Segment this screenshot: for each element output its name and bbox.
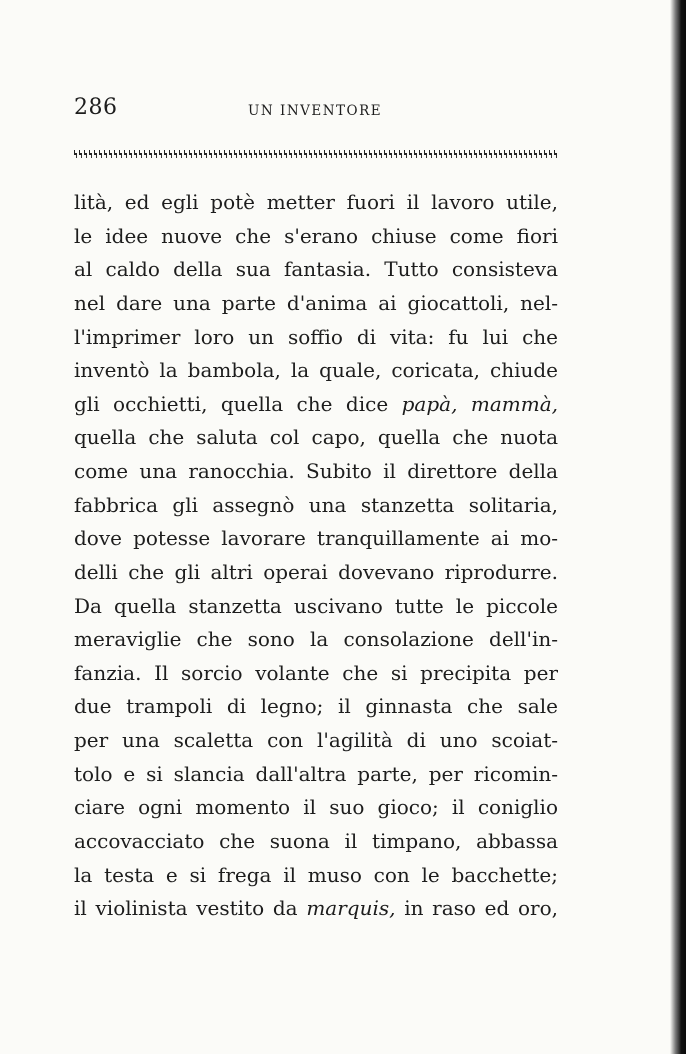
text-line: fanzia. Il sorcio volante che si precipita per xyxy=(74,660,558,685)
text-line: ciare ogni momento il suo gioco; il coniglio xyxy=(74,795,558,820)
italic-text: marquis, xyxy=(306,896,396,921)
text-line-mixed xyxy=(74,388,558,422)
running-title: UN INVENTORE xyxy=(248,103,383,119)
page-number: 286 xyxy=(74,95,118,120)
body-text xyxy=(74,186,558,926)
italic-text: papà, mammà, xyxy=(401,391,558,416)
text-line: l'imprimer loro un soffio di vita: fu lui che xyxy=(74,324,558,349)
text-line: come una ranocchia. Subito il direttore della xyxy=(74,459,558,483)
text-line: inventò la bambola, la quale, coricata, chiude xyxy=(74,358,558,383)
text-line: lità, ed egli potè metter fuori il lavoro utile, xyxy=(74,190,558,214)
text-line: dove potesse lavorare tranquillamente ai mo- xyxy=(74,526,558,551)
text-line: per una scaletta con l'agilità di uno scoiat- xyxy=(74,728,558,752)
text-line: le idee nuove che s'erano chiuse come fiori xyxy=(74,223,558,248)
text-line: Da quella stanzetta uscivano tutte le piccole xyxy=(74,593,558,618)
text-line: nel dare una parte d'anima ai giocattoli, nel- xyxy=(74,290,558,315)
text-line: fabbrica gli assegnò una stanzetta solitaria, xyxy=(74,492,558,517)
text-line: meraviglie che sono la consolazione dell'in- xyxy=(74,627,558,652)
page-edge-shadow xyxy=(670,0,686,1054)
text-segment: gli occhietti, quella che dice xyxy=(74,391,389,416)
text-segment: in raso ed oro, xyxy=(404,896,558,921)
text-line-mixed xyxy=(74,892,558,926)
text-line: delli che gli altri operai dovevano riprodurre. xyxy=(74,559,558,584)
text-line: quella che saluta col capo, quella che nuota xyxy=(74,425,558,450)
page-header xyxy=(74,95,558,125)
text-line: al caldo della sua fantasia. Tutto consisteva xyxy=(74,257,558,282)
text-line: due trampoli di legno; il ginnasta che sale xyxy=(74,694,558,719)
text-segment: il violinista vestito da xyxy=(74,896,298,921)
text-line: tolo e si slancia dall'altra parte, per ricomin- xyxy=(74,761,558,786)
text-line: la testa e si frega il muso con le bacchette; xyxy=(74,862,558,887)
text-line: accovacciato che suona il timpano, abbassa xyxy=(74,828,558,853)
decorative-rule xyxy=(74,150,558,158)
